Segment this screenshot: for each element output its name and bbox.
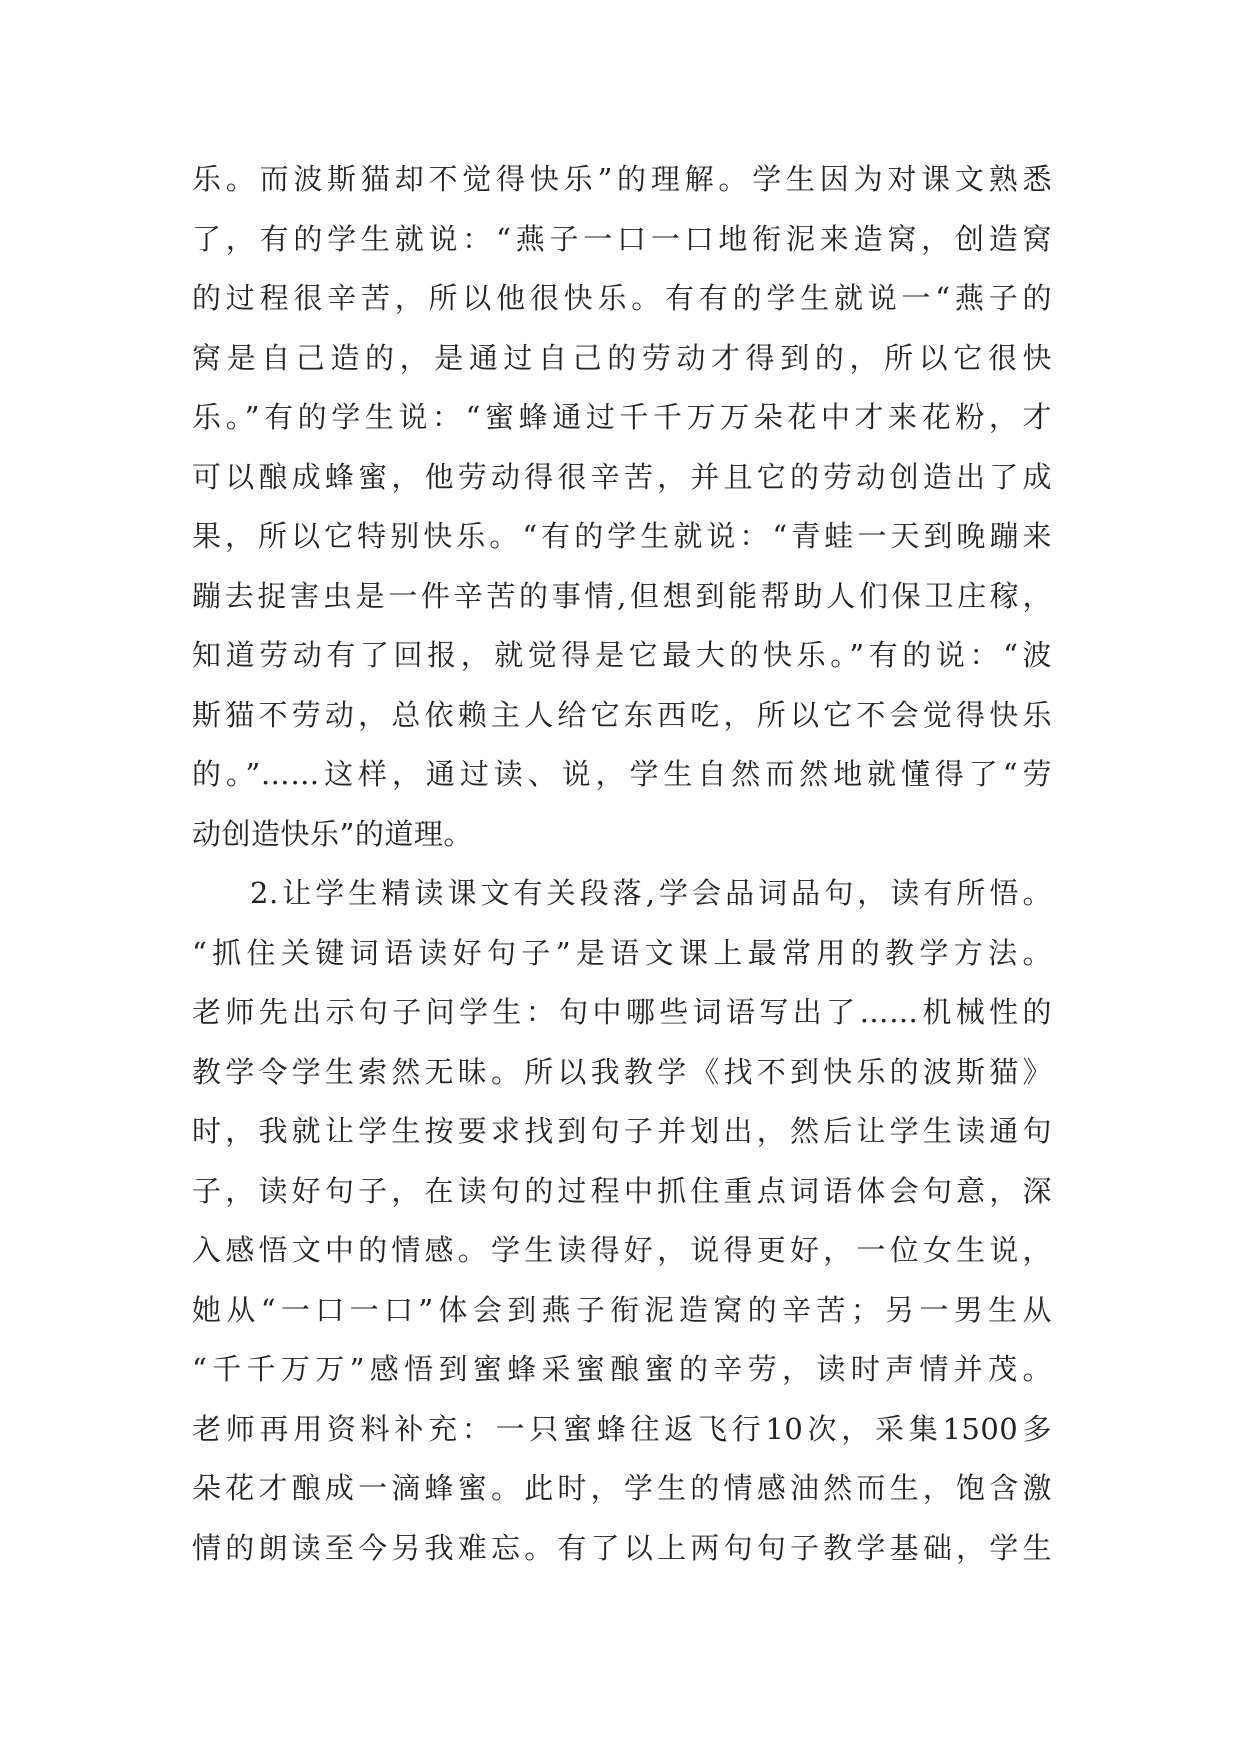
text-line: 老师先出示句子问学生：句中哪些词语写出了……机械性的 xyxy=(192,995,1052,1029)
text-line: 的。”……这样，通过读、说，学生自然而然地就懂得了“劳 xyxy=(192,757,1052,791)
text-line: 蹦去捉害虫是一件辛苦的事情,但想到能帮助人们保卫庄稼， xyxy=(192,578,1052,613)
text-line: 了，有的学生就说：“燕子一口一口地衔泥来造窝，创造窝 xyxy=(192,221,1052,256)
text-line: “抓住关键词语读好句子”是语文课上最常用的教学方法。 xyxy=(192,935,1052,970)
body-text xyxy=(192,150,1052,1578)
text-line: 乐。而波斯猫却不觉得快乐”的理解。学生因为对课文熟悉 xyxy=(192,162,1052,196)
text-line: 果，所以它特别快乐。“有的学生就说：“青蛙一天到晚蹦来 xyxy=(192,519,1052,553)
text-line: 斯猫不劳动，总依赖主人给它东西吃，所以它不会觉得快乐 xyxy=(192,697,1052,732)
text-line: 窝是自己造的，是通过自己的劳动才得到的，所以它很快 xyxy=(192,340,1052,375)
text-line: 动创造快乐”的道理。 xyxy=(192,816,473,851)
text-line: 时，我就让学生按要求找到句子并划出，然后让学生读通句 xyxy=(192,1114,1052,1148)
text-line: 老师再用资料补充：一只蜜蜂往返飞行10次，采集1500多 xyxy=(192,1411,1052,1446)
numbered-heading-line: 2.让学生精读课文有关段落,学会品词品句，读有所悟。 xyxy=(250,876,1052,910)
text-line: 子，读好句子，在读句的过程中抓住重点词语体会句意，深 xyxy=(192,1173,1052,1208)
text-line: 她从“一口一口”体会到燕子衔泥造窝的辛苦；另一男生从 xyxy=(192,1292,1052,1327)
text-line: 教学令学生索然无昧。所以我教学《找不到快乐的波斯猫》 xyxy=(192,1054,1052,1089)
text-line: “千千万万”感悟到蜜蜂采蜜酿蜜的辛劳，读时声情并茂。 xyxy=(192,1352,1052,1386)
text-line: 的过程很辛苦，所以他很快乐。有有的学生就说一“燕子的 xyxy=(192,281,1052,315)
text-line: 可以酿成蜂蜜，他劳动得很辛苦，并且它的劳动创造出了成 xyxy=(192,459,1052,494)
text-line: 入感悟文中的情感。学生读得好，说得更好，一位女生说， xyxy=(192,1233,1052,1267)
text-line: 知道劳动有了回报，就觉得是它最大的快乐。”有的说：“波 xyxy=(192,638,1052,672)
text-line: 乐。”有的学生说：“蜜蜂通过千千万万朵花中才来花粉，才 xyxy=(192,400,1052,434)
text-line: 情的朗读至今另我难忘。有了以上两句句子教学基础，学生 xyxy=(192,1530,1052,1565)
text-line: 朵花才酿成一滴蜂蜜。此时，学生的情感油然而生，饱含激 xyxy=(192,1471,1052,1505)
